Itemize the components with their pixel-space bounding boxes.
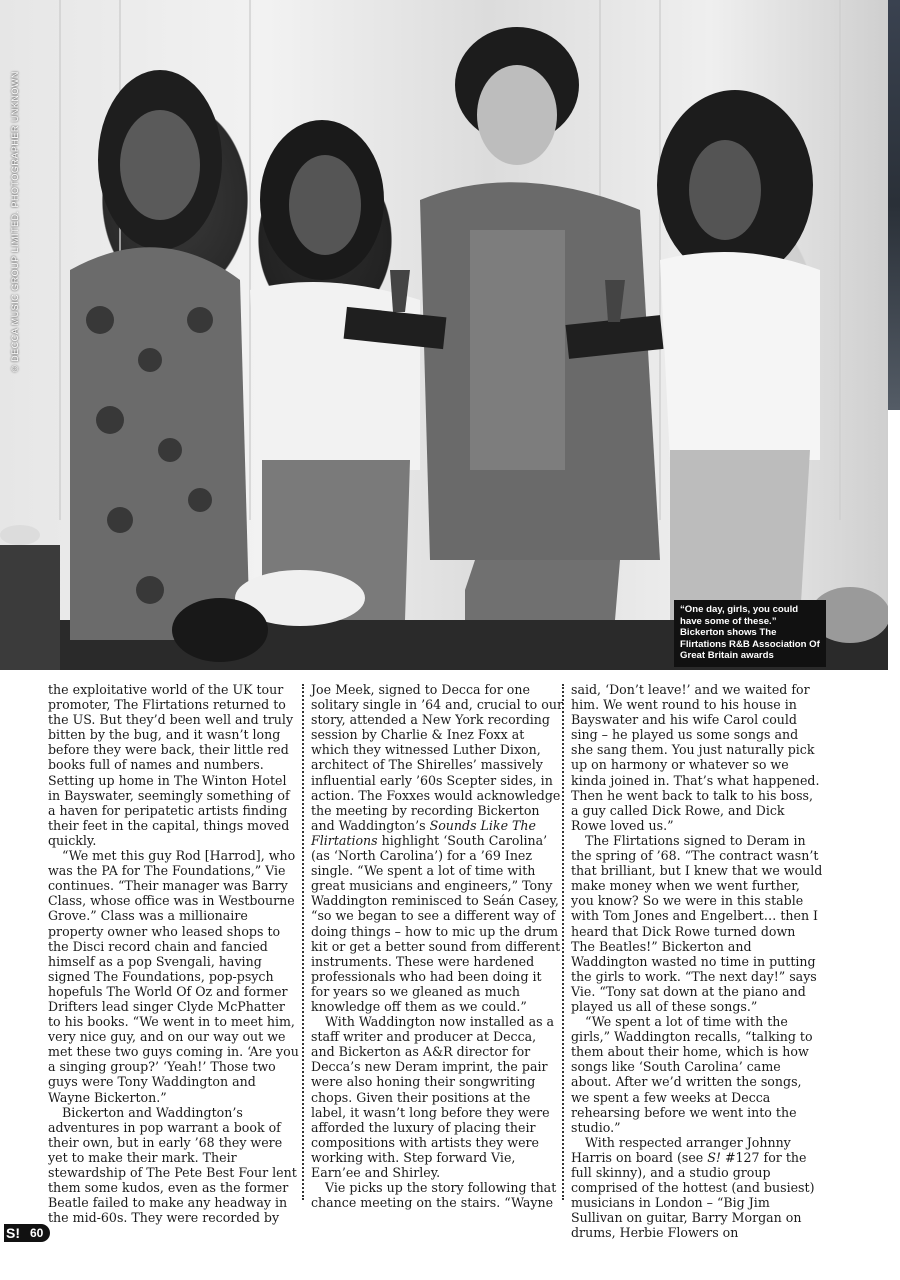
page-folio [4,1224,50,1242]
paragraph: “We met this guy Rod [Harrod], who was the PA for The Foundations,” Vie continues. “Their manager was Barry Class, whose office was in Westbourne Grove.” Class was a millionaire property owner who leased shops to the Disci record chain and fancied himself as a pop Svengali, having signed The Foundations, pop-psych hopefuls The World Of Oz and former Drifters lead singer Clyde McPhatter to his books. “We went in to meet him, very nice guy, and on our way out we met these two guys coming in. ‘Are you a singing group?’ ‘Yeah!’ Those two guys were Tony Waddington and Wayne Bickerton.” [48,848,299,1105]
paragraph [571,1135,823,1241]
adjacent-page-edge [888,0,900,410]
article-column-3 [571,682,823,1240]
paragraph: said, ‘Don’t leave!’ and we waited for him. We went round to his house in Bayswater and his wife Carol could sing – he played us some songs and she sang them. You just naturally pick up on harmony or whatever so we kinda joined in. That’s what happened. Then he went back to talk to his boss, a guy called Dick Rowe, and Dick Rowe loved us.” [571,682,820,833]
article-column-1 [48,682,300,1225]
text-run: highlight ‘South Carolina’ (as ‘North Carolina’) for a ’69 Inez single. “We spent a lot of time with great musicians and engineers,” Tony Waddington reminisced to Seán Casey, “so we began to see a different way of doing things – how to mic up the drum kit or get a better sound from different instruments. These were hardened professionals who had been doing it for years so we gleaned as much knowledge off them as we could.” [311,832,561,1014]
caption-text: Bickerton shows The Flirtations R&B Association Of Great Britain awards [680,627,820,661]
photo-caption [674,600,826,667]
photo-credit: © DECCA MUSIC GROUP LIMITED. PHOTOGRAPHER UNKNOWN [10,71,20,372]
column-divider [562,684,564,1200]
article-column-2 [311,682,563,1210]
magazine-logo: S! [6,1225,20,1241]
text-run: Joe Meek, signed to Decca for one solitary single in ’64 and, crucial to our story, attended a New York recording session by Charlie & Inez Foxx at which they witnessed Luther Dixon, architect of The Shirelles’ massively influential early ’60s Scepter sides, in action. The Foxxes would acknowledge the meeting by recording Bickerton and Waddington’s [311,682,563,833]
paragraph: With Waddington now installed as a staff writer and producer at Decca, and Bickerton as A&R director for Decca’s new Deram imprint, the pair were also honing their songwriting chops. Given their positions at the label, it wasn’t long before they were afforded the luxury of placing their compositions with artists they were working with. Step forward Vie, Earn’ee and Shirley. [311,1014,555,1180]
paragraph: The Flirtations signed to Deram in the spring of ’68. “The contract wasn’t that brilliant, but I knew that we would make money when we went further, you know? So we were in this stable with Tom Jones and Engelbert… then I heard that Dick Rowe turned down The Beatles!” Bickerton and Waddington wasted no time in putting the girls to work. “The next day!” says Vie. “Tony sat down at the piano and played us all of these songs.” [571,832,823,1014]
paragraph: Bickerton and Waddington’s adventures in pop warrant a book of their own, but in early ’68 they were yet to make their mark. Their stewardship of The Pete Best Four lent them some kudos, even as the former Beatle failed to make any headway in the mid-60s. They were recorded by [48,1104,297,1226]
text-run: #127 for the full skinny), and a studio group comprised of the hottest (and busiest) musicians in London – “Big Jim Sullivan on guitar, Barry Morgan on drums, Herbie Flowers on [571,1149,815,1241]
paragraph: the exploitative world of the UK tour promoter, The Flirtations returned to the US. But they’d been well and truly bitten by the bug, and it wasn’t long before they were back, their little red books full of names and numbers. Setting up home in The Winton Hotel in Bayswater, seemingly something of a haven for peripatetic artists finding their feet in the capital, things moved quickly. [48,682,294,848]
page-number: 60 [30,1226,44,1240]
caption-quote: “One day, girls, you could have some of these.” [680,604,799,627]
column-divider [302,684,304,1200]
paragraph: Vie picks up the story following that chance meeting on the stairs. “Wayne [311,1180,557,1211]
magazine-ref: S! [707,1149,721,1165]
paragraph: “We spent a lot of time with the girls,” Waddington recalls, “talking to them about their home, which is how songs like ‘South Carolina’ came about. After we’d written the songs, we spent a few weeks at Decca rehearsing before we went into the studio.” [571,1014,813,1135]
album-title: Sounds Like The Flirtations [311,817,536,848]
paragraph [311,682,563,1014]
text-run: With respected arranger Johnny Harris on board (see [571,1134,791,1165]
